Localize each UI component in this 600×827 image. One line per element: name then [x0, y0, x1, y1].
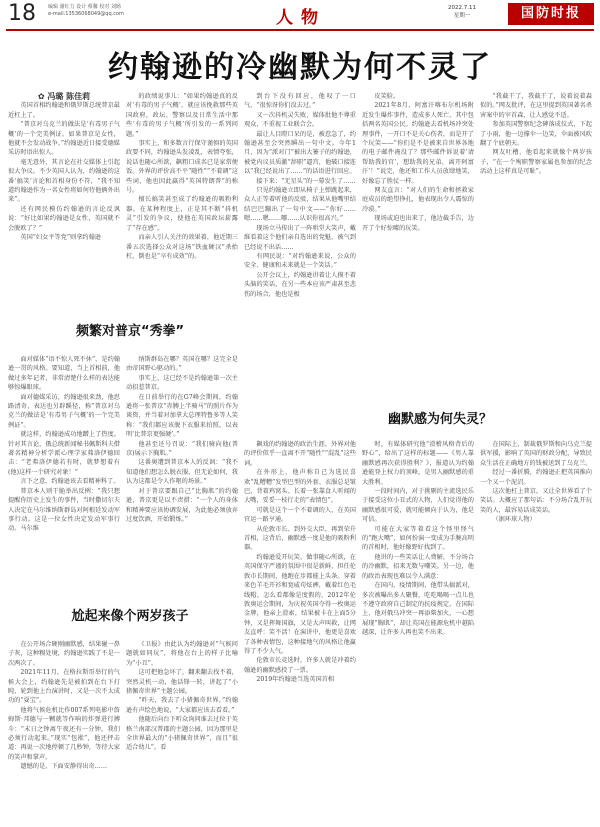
paragraph: 在公开场合硬刚幽默感，结果碰一鼻子灰，这种糗处境，约翰逊实践了不是一次两次了。 [8, 641, 120, 667]
paragraph: 在外形上，他声称自己为选民喜欢“乱糟糟”发型巴型的外套、衣服总是皱巴，背着鸡窝头、长着一张靠食人听闻的大嘴，妥妥一枝行走的“表情包”。 [244, 469, 356, 505]
paragraph: 飙戏的约翰逊的政治生涯，外界对他的评价似乎一直离不开“随性”“混乱”这些词。 [244, 441, 356, 467]
issue-date [448, 4, 476, 20]
page-number: 18 [8, 1, 36, 26]
byline: ✿ 冯璐 陈佳莉 [37, 92, 91, 101]
paragraph: 这次他杠上普京，又让全世界看了个笑话。大概应了那句话：不分场合乱开玩笑的人，最容易话成笑话。 [480, 488, 592, 514]
paragraph: 言下之意，约翰逊该去看精神科了。 [20, 478, 120, 486]
paragraph: 最让人目瞪口呆的是，被惹急了，约翰逊甚至会突然瞬出一句中文。今年1月，因为“派对门”被出大篓子的约翰逊，被党内议员质激“辞职”逼宫，他破口接连以“我已经说出了……”的话语进行回应。 [244, 130, 356, 176]
column-4-top [362, 92, 474, 402]
paragraph: 只见约翰逊立即从椅子上弹跳起来，众人正等着听他的反驳，结果从他嘴里结结巴巴蹦出了一句中文——“你好……嗯……嗯……哪……认识你很高兴。” [244, 187, 356, 223]
paragraph: 伦敦市长竞选时，许多人就是冲着约翰逊的幽默感投了一票。 [244, 657, 356, 674]
paragraph: 英国“妇女平等党”则拿约翰逊 [20, 234, 101, 242]
paragraph: 经过一番折腾，约翰逊正把英国推向一个又一个泥沼。 [480, 469, 592, 486]
weekday-text: 星期一 [453, 13, 471, 19]
editor-credits [48, 4, 124, 18]
paragraph: 接下来：“无星头”的一幕发生了…… [256, 177, 356, 185]
paragraph: 而亲人引人关注的效果着，他近期三番五次选择公众对这场“铁血硬汉”杀抬杠，倒也是“卒有成效”的。 [126, 234, 238, 260]
page-header [6, 0, 594, 30]
subhead-2: 尬起来像个两岁孩子 [71, 609, 189, 624]
paragraph: “我截干了，我截干了，说着说着森似的。”网友批评，在这里提到英国著名杀害案中的宰首森，让人感觉不适。 [480, 93, 592, 119]
date-text: 2022.7.11 [448, 5, 476, 11]
column-3-bottom [244, 440, 356, 820]
paragraph: 时，有媒体研究他“滑稽风格背后的野心”，给出了这样的标题——《男人靠幽默感再次获得胜利？》，报道认为约翰逊能登上权力的顶峰，是男人幽默感的重大胜利。 [362, 441, 474, 486]
paragraph: 事实上，这已经不是约翰逊第一次主动招惹普京。 [126, 374, 238, 392]
paragraph: 从伦敦市长、到外交大臣，再到荣升首相，这背后，幽默感一度是他的吸粉利器。 [244, 525, 356, 552]
column-5-bottom [480, 440, 592, 820]
article-headline: 约翰逊的冷幽默为何不灵了 [108, 50, 492, 85]
paragraph: 参加英国警察纪念碑落成仪式，下起了小雨，他一边撑伞一边笑，伞面被风吹翻了个底朝天。 [480, 121, 592, 148]
paragraph: 网友直言：“对人们的生命和拯救家庭成员的绝望挣扎，他表现出令人震惊的冷漠。” [362, 187, 474, 213]
paragraph: 网友吐槽，他看起来就像个两岁孩子，“在一个殉职警察家属也参加的纪念活动上这样真是可耻”。 [480, 149, 592, 176]
paragraph: 纳斯群岛在哪？英国在哪？这完全是由帝国野心驱动的。” [126, 356, 238, 373]
paragraph: 有网民说：“对约翰逊来说，公众的安全、健康和未来就是一个笑话。” [244, 252, 356, 270]
paragraph: 《卫报》由此认为约翰逊对“气候问题就如同玩”，将他在台上的样子比喻为“小丑”。 [126, 641, 238, 667]
paragraph: 一段时间内，对于挑剔的主流选民乐于接受这位小丑式的人物，人们觉得他的幽默感很可爱，就可能倾向于认为，他是可信。 [362, 488, 474, 524]
paragraph: 他讲的一些笑话让人费解，不分场合的冷幽默，招来无数与嘲笑。另一边，他的政治表现也难以令人满意： [362, 553, 474, 580]
header-rule [6, 29, 594, 31]
paragraph: 在日前举行的在G7峰会期间，约翰逊将一张普京“赤膊上半骑马”的照片作为谈资，并当着对加拿大总理特鲁多等人笑称：“我们都应该脱下衣服来拍照，以表明‘比普京更强硬’。” [126, 393, 238, 439]
paragraph: 毫无意外，其言论在社交媒体上引起很大争议。不少英国人认为，约翰逊的这番‘搞笑’言论和首相身份不符，“我不知道约翰逊作为一名女性将如何待他俩外出来”。 [8, 158, 120, 204]
paragraph: 现场或迫也出来了，他边截手告，边开了个好惊噱的玩笑。 [362, 215, 474, 232]
paragraph: 2021年8月，阿富汗喀布尔机场附近发生爆炸事件，造成多人死亡，其中包括两名英国公民。约翰逊去看机场冲突处理事件，一开口不是关心伤者，而是开了个玩笑——“你们是不是被来自世界各地的电子邮件淹没了？那些邮件诉说着‘请帮助我的宫’，想助我的兄弟，离开阿富汗’！”说完，他还和工作人员放肆地笑，好像忘了胜仗一样。 [362, 102, 474, 185]
paragraph: 他随后向台下听众询问谁去过位于英格兰南部汉普郡的主题公园，因为那里是全世界最大的“小猪佩奇世界”，而且“很适合幼儿”。看 [126, 716, 238, 752]
paragraph: 到台下没有回应，他叹了一口气，“很惊讶你们没去过。” [244, 93, 356, 110]
paragraph: 还有网民模仿约翰逊的言论反讽说：“好比如果约翰逊是女性，英国就不会脱欧了？” [8, 205, 120, 232]
editor-names: 编辑 谢红力 设计 蔡馨 校对 刘旸 [48, 4, 121, 10]
column-1-bottom [8, 640, 120, 820]
paragraph: 在国内，疫情期间，他带头搞派对，多次被曝出多人聚餐，吃吃喝喝一点儿也不遵守政府自己制定的抗疫规定，在国际上，他对俄乌冲突一再添柴加火，一心想展现“胸肌”，却让英国在能源危机中越陷越深，让许多人再也笑不出来。 [362, 582, 474, 637]
paragraph: 现场立马传出了一阵哄堂大笑声，戴维看着这个他们亲自选出的党魁，被气到已经说不出话…… [244, 224, 356, 251]
paragraph: 面对德媒采访，约翰逊很来劲，他思路清奇，表达也另辟蹊径，称“普京对乌克兰的做法是‘有毒男子气概’的一个完美例证”。 [8, 393, 120, 429]
column-1-middle [8, 355, 120, 533]
column-1-top [8, 92, 120, 292]
paragraph: 又一次抖机灵失败，媒体批他不尊重观众，不重视工业联合会。 [244, 111, 356, 129]
paragraph: 的政绩说事儿：“如果约翰逊真的反对‘有毒的男子气概’，就应该挽救那些英国政府，政坛、警察以及日常生活中那些‘有毒的男子气概’所引发的一系列问题。” [126, 93, 238, 138]
editor-email: e-mail:13536068049@qq.com [48, 11, 124, 17]
paragraph: （据环球人物） [492, 516, 536, 524]
column-2-middle [126, 355, 238, 527]
paragraph: 可能在大家等着看这个怪里怪气的“跑大嘴”，如何扮演一变成为手腕高明的首相时，他好像野好找到了。 [362, 525, 474, 552]
column-4-bottom [362, 440, 474, 820]
column-3-top [244, 92, 356, 402]
paragraph: 可就是这个一个不着调的人，在英国官运一路亨通。 [244, 506, 356, 524]
column-5-top [480, 92, 592, 402]
paragraph: 普京本人则干脆举出反例：“我只想提醒你历史上发生的事件，当时撒切尔夫人决定在马尔维纳斯群岛对阿根廷发动军事行动。这是一位女性决定发动军事行动。马尔维 [8, 487, 120, 533]
column-1-text [8, 101, 120, 242]
column-2-bottom [126, 640, 238, 820]
paragraph: 事实上，和多数言行保守谨慎的英国政要不同，约翰逊头发凌乱，表情夸张，说话也随心所欲，飙粗口成名已是家常便饭。外界的评价高不平“随性”“不着调”这些词，他也因此赢得“英国特朗普”的称号。 [126, 140, 238, 195]
paragraph: 皮笑脸。 [374, 93, 400, 100]
paragraph: 2021年11月，在格拉斯哥举行的气候大会上，约翰逊先是被拍到在台下打盹，轮到他上台演讲时，又是一次不太成功的“耍宝”。 [8, 669, 120, 705]
paragraph: 他甚至还号召说：“我们骑向他(普京)展示下胸肌。” [126, 440, 238, 458]
subhead-1: 频繁对普京“秀拳” [75, 324, 185, 339]
paragraph: 2019年约翰逊当选英国首相 [256, 676, 335, 684]
paragraph: 他将气候危机比作007系列电影中詹姆斯·邦德与一颗就等作响的炸弹进行搏斗：“末日之钟离午夜还有一分钟，我们必须行动起来。”现实“包袱”，他还抨击道：再说一次地停顿了几秒钟，等待大家的笑声和掌声。 [8, 706, 120, 761]
paragraph: 英国首相约翰逊和俄罗斯总统普京最近杠上了。 [8, 102, 120, 119]
paragraph: 约翰逊爱开玩笑、做事随心所欲，在英国保守严谨的氛围中很是新鲜，担任伦敦市长期间，他跑在步都能上头条。穿着来色羊毛开衫和宽威苟炫裤，戴着红色毛线帽，怎么看都像是度假的，2012年伦敦奥运会期间，为庆祝英国夺得一枚奥运金牌，他亲上滑索，结果被卡在上面5分钟，又是挥舞国旗，又是大声叫救，让网友直呼：笑不活！在演讲中，他更是喜欢了各种表情包，这种接地气的风格让他赢得了不少人气。 [244, 553, 356, 655]
paragraph: 公开会议上，约翰逊讲着让人摸不着头脑的笑话，在另一些本应该严肃甚至悲伤的场合，他也是极 [244, 271, 356, 298]
column-2-top [126, 92, 238, 292]
paragraph: 遗憾的是，下面安静得出奇…… [20, 763, 108, 771]
paragraph: 这番奥遭到普京本人的反讽：“我不知道他们想怎么脱衣服，但无论如何，我认为这都是令人作呕的场景。” [126, 459, 238, 486]
paragraph: 这可把他急坏了，翻来翻去找不着，突然灵机一动，他话锋一转，讲起了“小猪佩奇世界”主题公园。 [126, 669, 238, 696]
newspaper-logo: 国防时报 [508, 3, 594, 25]
paragraph: “普京对乌克兰的做法是‘有毒男子气概’的一个完美例证。如果普京是女性，他就不会发动战争。”约翰逊近日接受德媒采访时语出惊人。 [8, 121, 120, 157]
paragraph: 对于普京要跟自己“比胸肌”的约翰逊，普京更是以不责措：“一个人的身体和精神要应该协调发展，为此他必须放弃过度饮酒，开始锻炼。” [126, 487, 238, 523]
paragraph: “昨天，我去了小猪佩奇世界，”约翰逊有声绘色地说，“大家都应该去看看。” [126, 697, 238, 714]
paragraph: 面对媒体“语不惊人死不休”，是约翰逊一贯的风格。要知道，当上首相前，他做过多年记者，非常清楚什么样的表达能够惊爆眼球。 [8, 356, 120, 392]
subhead-3: 幽默感为何失灵？ [387, 412, 492, 427]
paragraph: 在国际上，制裁俄罗斯和向乌克兰提供军援，影响了英国的财政分配，导致民众生活在正确地方的钱被送到了乌克兰。 [480, 441, 592, 467]
paragraph: 就这样，约翰逊成功地蹭上了热度。针对其言论，俄总统新闻秘书佩斯科夫借著名精神分析学派心理学家弗洛伊德回击：“老弗洛伊德若有时，就梦想着有(他)这样一个研究对象！” [8, 431, 120, 476]
section-title: 人物 [276, 8, 326, 28]
paragraph: 擅长搞笑甚至成了约翰逊的吸粉利器。在某种程度上，正是其不断“抖机灵”引发的争议，使他在英国政坛崭露了“存在感”。 [126, 196, 238, 232]
